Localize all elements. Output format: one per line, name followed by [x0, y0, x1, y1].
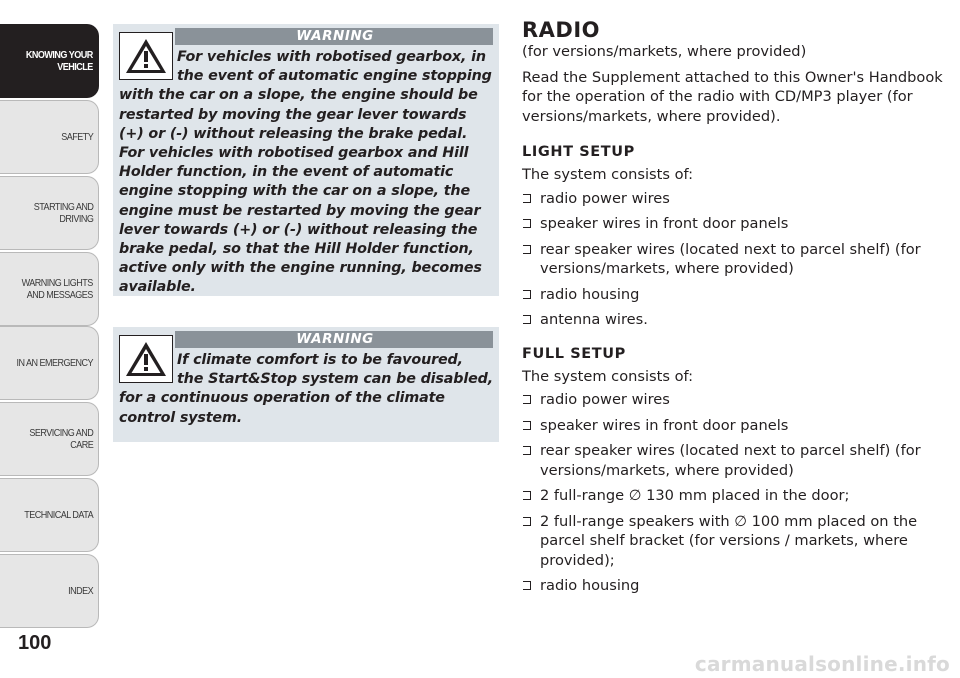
tab-in-an-emergency[interactable] — [0, 326, 99, 400]
warning-text: If climate comfort is to be favoured, the Start&Stop system can be disabled, for a continuous operation of the climate control system. — [119, 352, 494, 426]
checkbox-bullet-icon — [523, 290, 531, 299]
checkbox-bullet-icon — [523, 517, 531, 526]
tab-knowing-your-vehicle[interactable] — [0, 24, 99, 98]
page-number: 100 — [18, 632, 52, 654]
warning-text: For vehicles with robotised gearbox, in the event of automatic engine stopping with the car on a slope, the engine should be restarted by moving the gear lever towards (+) or (-) without releasing the brake pedal. For vehicles with robotised gearbox and Hill Holder function, in the event of automatic engine stopping with the car on a slope, the engine must be restarted by moving the gear lever towards (+) or (-) without releasing the brake pedal, so that the Hill Holder function, active only with the engine running, becomes available. — [119, 49, 492, 296]
tab-starting-and-driving[interactable] — [0, 176, 99, 250]
checkbox-bullet-icon — [523, 581, 531, 590]
checkbox-bullet-icon — [523, 446, 531, 455]
list-item: rear speaker wires (located next to parcel shelf) (for versions/markets, where provided) — [522, 240, 947, 279]
tab-index[interactable] — [0, 554, 99, 628]
tab-label: SERVICING AND CARE — [29, 426, 93, 451]
watermark: carmanualsonline.info — [694, 652, 950, 676]
list-item: 2 full-range ∅ 130 mm placed in the door; — [522, 486, 947, 506]
warning-title: WARNING — [175, 331, 493, 348]
tab-warning-lights[interactable] — [0, 252, 99, 326]
list-item: speaker wires in front door panels — [522, 416, 947, 436]
light-setup-lead: The system consists of: — [522, 166, 694, 183]
list-item: radio power wires — [522, 390, 947, 410]
list-item: radio housing — [522, 576, 947, 596]
warning-triangle-icon — [119, 32, 173, 80]
full-setup-list — [522, 390, 947, 596]
list-item: speaker wires in front door panels — [522, 214, 947, 234]
warning-title: WARNING — [175, 28, 493, 45]
tab-label: STARTING AND DRIVING — [33, 200, 93, 225]
checkbox-bullet-icon — [523, 491, 531, 500]
intro-paragraph: Read the Supplement attached to this Owner's Handbook for the operation of the radio with CD/MP3 player (for versions/markets, where provided). — [522, 68, 943, 125]
checkbox-bullet-icon — [523, 219, 531, 228]
warning-triangle-icon — [119, 335, 173, 383]
tab-servicing-and-care[interactable] — [0, 402, 99, 476]
list-item: radio power wires — [522, 189, 947, 209]
full-setup-heading: FULL SETUP — [522, 345, 626, 362]
checkbox-bullet-icon — [523, 245, 531, 254]
light-setup-list — [522, 189, 947, 330]
tab-label: KNOWING YOUR VEHICLE — [26, 48, 93, 73]
section-subtitle: (for versions/markets, where provided) — [522, 43, 807, 60]
list-item: radio housing — [522, 285, 947, 305]
tab-label: WARNING LIGHTS AND MESSAGES — [21, 276, 93, 301]
list-item: antenna wires. — [522, 310, 947, 330]
light-setup-heading: LIGHT SETUP — [522, 144, 635, 160]
tab-label: IN AN EMERGENCY — [16, 356, 93, 369]
checkbox-bullet-icon — [523, 194, 531, 203]
tab-label: TECHNICAL DATA — [24, 508, 93, 521]
tab-technical-data[interactable] — [0, 478, 99, 552]
warning-box-climate — [113, 327, 499, 442]
list-item: rear speaker wires (located next to parcel shelf) (for versions/markets, where provided) — [522, 441, 947, 480]
tab-label: SAFETY — [60, 130, 93, 143]
tab-safety[interactable] — [0, 100, 99, 174]
warning-box-gearbox — [113, 24, 499, 296]
list-item: 2 full-range speakers with ∅ 100 mm placed on the parcel shelf bracket (for versions / markets, where provided); — [522, 512, 947, 571]
full-setup-lead: The system consists of: — [522, 367, 694, 385]
checkbox-bullet-icon — [523, 315, 531, 324]
tab-label: INDEX — [67, 584, 93, 597]
radio-section — [522, 18, 947, 602]
section-heading: RADIO — [522, 18, 601, 42]
checkbox-bullet-icon — [523, 395, 531, 404]
checkbox-bullet-icon — [523, 421, 531, 430]
